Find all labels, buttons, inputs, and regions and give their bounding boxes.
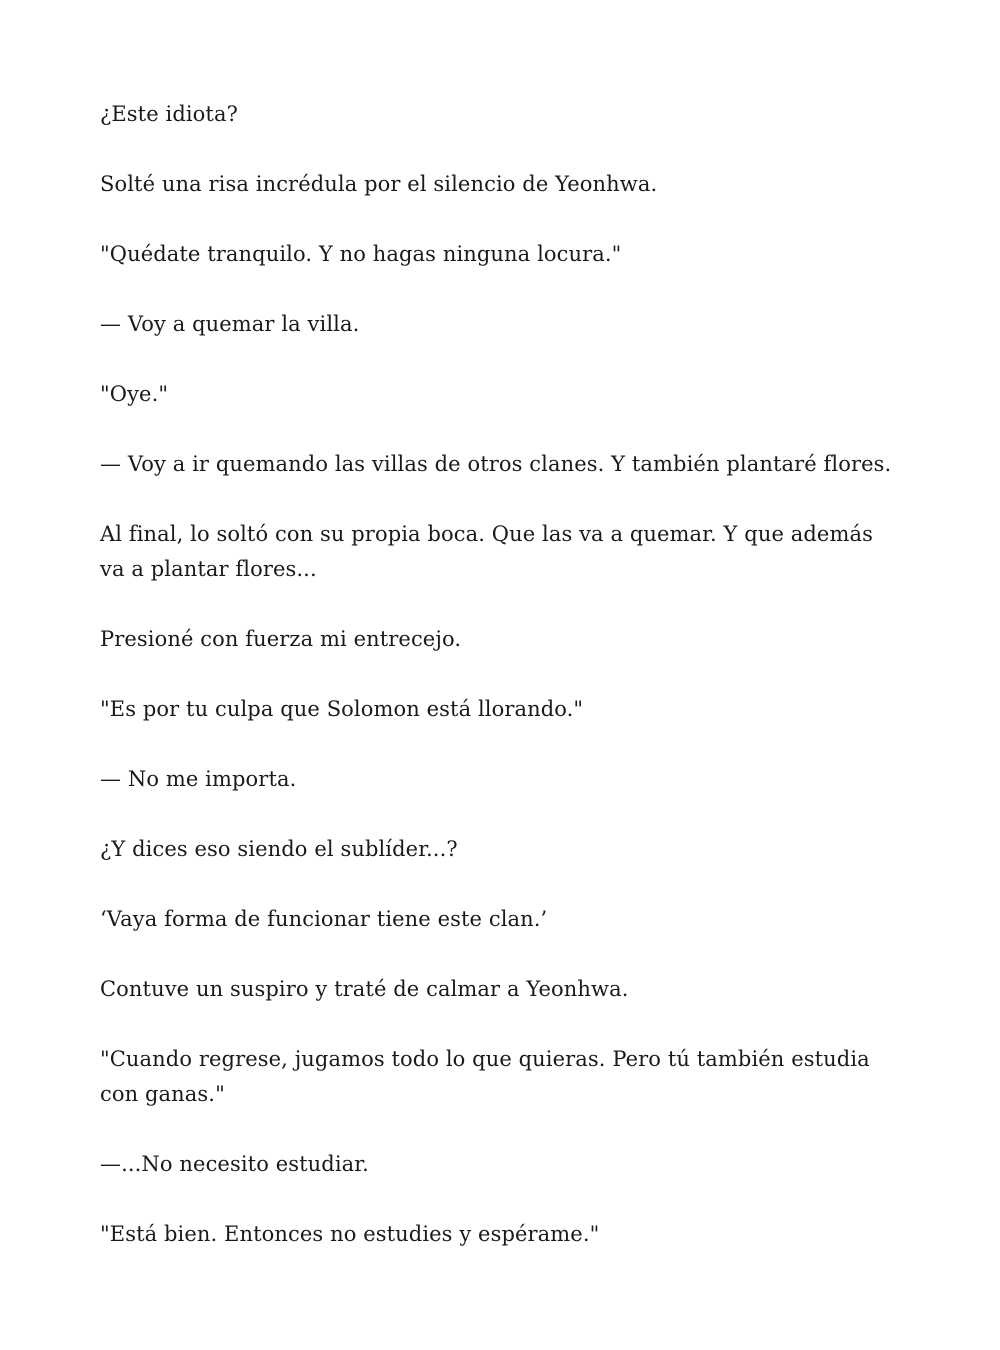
- paragraph-6: — Voy a ir quemando las villas de otros clanes. Y también plantaré flores.: [100, 452, 892, 476]
- paragraph-13: Contuve un suspiro y traté de calmar a Yeonhwa.: [100, 977, 629, 1001]
- paragraph-3: "Quédate tranquilo. Y no hagas ninguna locura.": [100, 242, 622, 266]
- paragraph-16: "Está bien. Entonces no estudies y espérame.": [100, 1222, 600, 1246]
- paragraph-12: ‘Vaya forma de funcionar tiene este clan.’: [100, 907, 548, 931]
- paragraph-4: — Voy a quemar la villa.: [100, 312, 360, 336]
- paragraph-5: "Oye.": [100, 382, 169, 406]
- paragraph-1: ¿Este idiota?: [100, 102, 238, 126]
- paragraph-9: "Es por tu culpa que Solomon está llorando.": [100, 697, 584, 721]
- paragraph-7: Al final, lo soltó con su propia boca. Que las va a quemar. Y que además va a plantar flores...: [100, 522, 873, 581]
- paragraph-2: Solté una risa incrédula por el silencio de Yeonhwa.: [100, 172, 658, 196]
- paragraph-10: — No me importa.: [100, 767, 297, 791]
- document-body: [100, 97, 900, 1287]
- paragraph-14: "Cuando regrese, jugamos todo lo que quieras. Pero tú también estudia con ganas.": [100, 1047, 870, 1106]
- paragraph-8: Presioné con fuerza mi entrecejo.: [100, 627, 462, 651]
- paragraph-15: —...No necesito estudiar.: [100, 1152, 369, 1176]
- paragraph-11: ¿Y dices eso siendo el sublíder...?: [100, 837, 458, 861]
